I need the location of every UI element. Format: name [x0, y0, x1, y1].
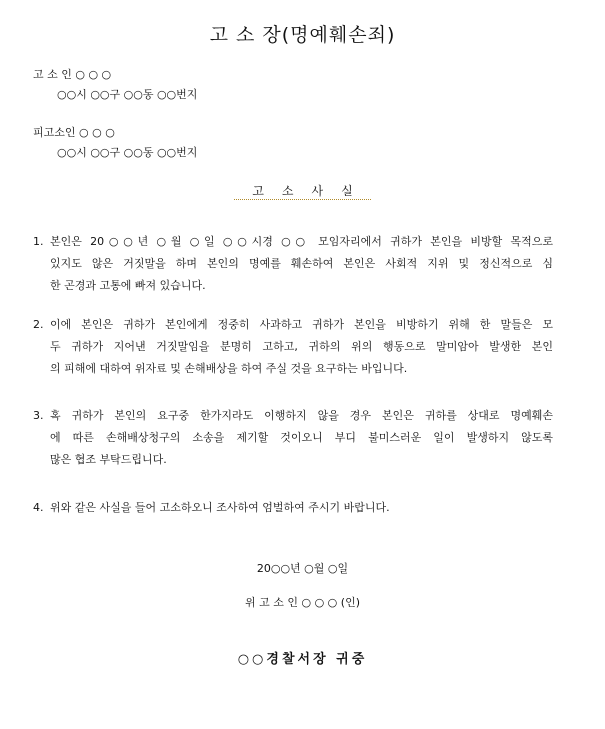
paragraph-line: 한 곤경과 고통에 빠져 있습니다.	[50, 279, 206, 292]
paragraph-number: 4.	[33, 501, 44, 514]
paragraph-line: 있지도 않은 거짓말을 하며 본인의 명예를 훼손하여 본인은 사회적 지위 및 정신적으로 심	[50, 257, 553, 270]
paragraph-line: 두 귀하가 지어낸 거짓말임을 분명히 고하고, 귀하의 위의 행동으로 말미암아 발생한 본인	[50, 340, 553, 353]
paragraph-number: 3.	[33, 409, 44, 422]
defendant-label: 피고소인 ○ ○ ○	[33, 126, 115, 139]
document-date: 20○○년 ○월 ○일	[256, 562, 349, 575]
recipient: ○○경찰서장 귀중	[237, 652, 368, 667]
section-title-text: 고소사실	[234, 184, 370, 200]
signature-line: 위 고 소 인 ○ ○ ○ (인)	[245, 596, 360, 609]
paragraph-4	[33, 497, 553, 519]
paragraph-number: 1.	[33, 235, 44, 248]
paragraph-3	[33, 405, 553, 471]
paragraph-number: 2.	[33, 318, 44, 331]
document-title: 고 소 장(명예훼손죄)	[209, 24, 396, 46]
paragraph-line: 혹 귀하가 본인의 요구중 한가지라도 이행하지 않을 경우 본인은 귀하를 상대로 명예훼손	[50, 409, 553, 422]
paragraph-line: 본인은 20○○년 ○월 ○일 ○○시경 ○○ 모임자리에서 귀하가 본인을 비방할 목적으로	[50, 235, 553, 248]
complainant-address: ○○시 ○○구 ○○동 ○○번지	[57, 88, 198, 101]
defendant-address: ○○시 ○○구 ○○동 ○○번지	[57, 146, 198, 159]
complainant-label: 고 소 인 ○ ○ ○	[33, 68, 112, 81]
paragraph-line: 의 피해에 대하여 위자료 및 손해배상을 하여 주실 것을 요구하는 바입니다.	[50, 362, 408, 375]
paragraph-1	[33, 231, 553, 297]
paragraph-line: 에 따른 손해배상청구의 소송을 제기할 것이오니 부디 불미스러운 일이 발생하지 않도록	[50, 431, 553, 444]
section-title	[0, 182, 605, 199]
paragraph-line: 많은 협조 부탁드립니다.	[50, 453, 167, 466]
paragraph-line: 위와 같은 사실을 들어 고소하오니 조사하여 엄벌하여 주시기 바랍니다.	[50, 501, 390, 514]
paragraph-2	[33, 314, 553, 380]
paragraph-line: 이에 본인은 귀하가 본인에게 정중히 사과하고 귀하가 본인을 비방하기 위해 한 말들은 모	[50, 318, 553, 331]
